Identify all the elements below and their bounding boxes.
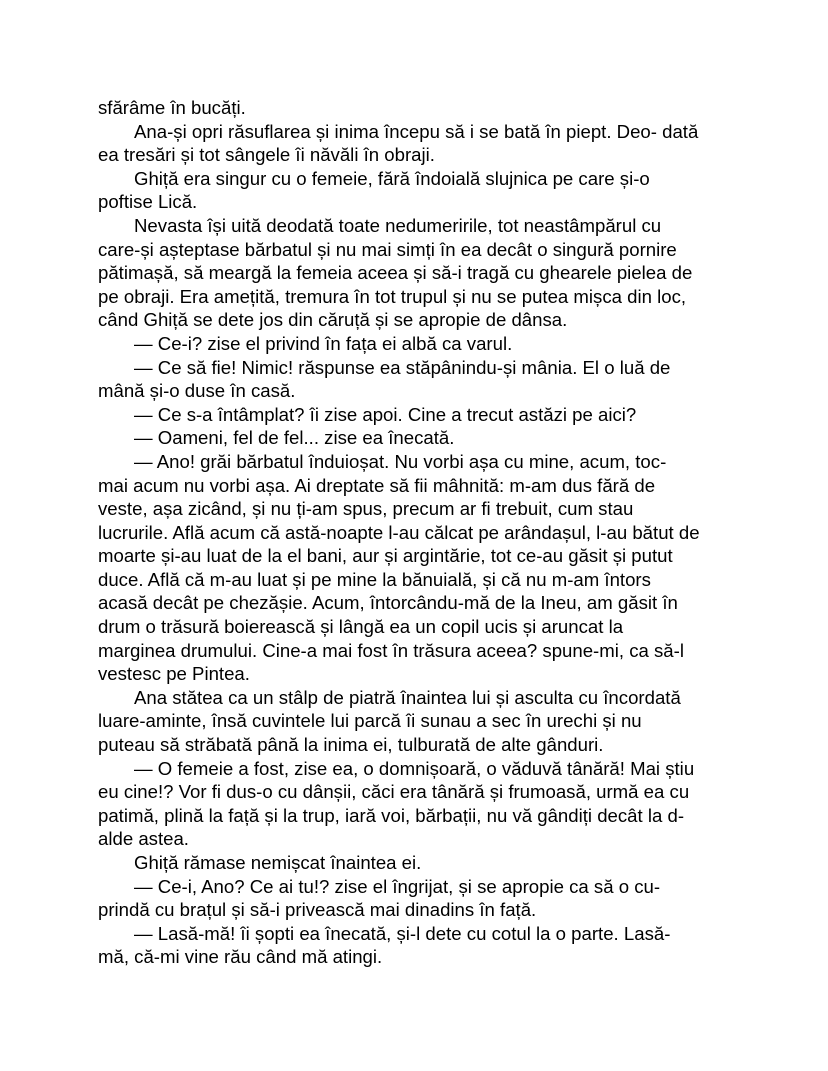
text-line: lucrurile. Află acum că astă-noapte l-au călcat pe arândașul, l-au bătut de: [98, 521, 700, 543]
body-text: [98, 96, 738, 969]
text-line: — Ano! grăi bărbatul înduioșat. Nu vorbi așa cu mine, acum, toc-: [134, 450, 667, 472]
text-line: sfărâme în bucăți.: [98, 97, 246, 118]
text-line: acasă decât pe chezășie. Acum, întorcându-mă de la Ineu, am găsit în: [98, 592, 678, 614]
text-line: drum o trăsură boierească și lângă ea un copil ucis și aruncat la: [98, 616, 624, 638]
text-line: mă, că-mi vine rău când mă atingi.: [98, 946, 383, 968]
text-line: duce. Află că m-au luat și pe mine la bănuială, și că nu m-am întors: [98, 568, 651, 590]
text-line: pătimașă, să meargă la femeia aceea și să-i tragă cu ghearele pielea de: [98, 262, 693, 284]
text-line: moarte și-au luat de la el bani, aur și argintărie, tot ce-au găsit și putut: [98, 545, 673, 567]
text-line: Nevasta își uită deodată toate nedumeririle, tot neastâmpărul cu: [134, 214, 662, 236]
text-line: — O femeie a fost, zise ea, o domnișoară, o văduvă tânără! Mai știu: [134, 757, 695, 779]
text-line: puteau să străbată până la inima ei, tulburată de alte gânduri.: [98, 734, 604, 756]
text-line: eu cine!? Vor fi dus-o cu dânșii, căci era tânără și frumoasă, urmă ea cu: [98, 781, 690, 803]
text-line: veste, așa zicând, și nu ți-am spus, precum ar fi trebuit, cum stau: [98, 498, 634, 520]
text-line: ea tresări și tot sângele îi năvăli în obraji.: [98, 144, 435, 166]
text-line: — Ce s-a întâmplat? îi zise apoi. Cine a trecut astăzi pe aici?: [134, 403, 637, 425]
text-line: care-și așteptase bărbatul și nu mai simți în ea decât o singură pornire: [98, 238, 677, 260]
text-line: prindă cu brațul și să-i privească mai dinadins în față.: [98, 899, 537, 921]
text-line: alde astea.: [98, 828, 189, 850]
text-line: Ghiță era singur cu o femeie, fără îndoială slujnica pe care și-o: [134, 167, 650, 189]
text-line: — Ce să fie! Nimic! răspunse ea stăpânindu-și mânia. El o luă de: [134, 356, 671, 378]
text-line: — Oameni, fel de fel... zise ea înecată.: [134, 427, 455, 449]
text-line: poftise Lică.: [98, 191, 198, 213]
text-line: patimă, plină la față și la trup, iară voi, bărbații, nu vă gândiți decât la d-: [98, 804, 685, 826]
text-line: — Ce-i? zise el privind în fața ei albă ca varul.: [134, 332, 513, 354]
text-line: luare-aminte, însă cuvintele lui parcă îi sunau a sec în urechi și nu: [98, 710, 642, 732]
text-line: Ana stătea ca un stâlp de piatră înaintea lui și asculta cu încordată: [134, 686, 681, 708]
text-line: Ghiță rămase nemișcat înaintea ei.: [134, 852, 422, 873]
text-line: marginea drumului. Cine-a mai fost în trăsura aceea? spune-mi, ca să-l: [98, 639, 684, 661]
text-line: mai acum nu vorbi așa. Ai dreptate să fii mâhnită: m-am dus fără de: [98, 474, 656, 496]
text-line: — Ce-i, Ano? Ce ai tu!? zise el îngrijat, și se apropie ca să o cu-: [134, 875, 661, 897]
text-line: vestesc pe Pintea.: [98, 663, 250, 685]
text-line: mână și-o duse în casă.: [98, 380, 296, 402]
text-line: pe obraji. Era amețită, tremura în tot trupul și nu se putea mișca din loc,: [98, 285, 687, 307]
text-line: — Lasă-mă! îi șopti ea înecată, și-l dete cu cotul la o parte. Lasă-: [134, 922, 671, 944]
text-line: Ana-și opri răsuflarea și inima începu să i se bată în piept. Deo- dată: [134, 120, 699, 142]
text-line: când Ghiță se dete jos din căruță și se apropie de dânsa.: [98, 309, 568, 331]
